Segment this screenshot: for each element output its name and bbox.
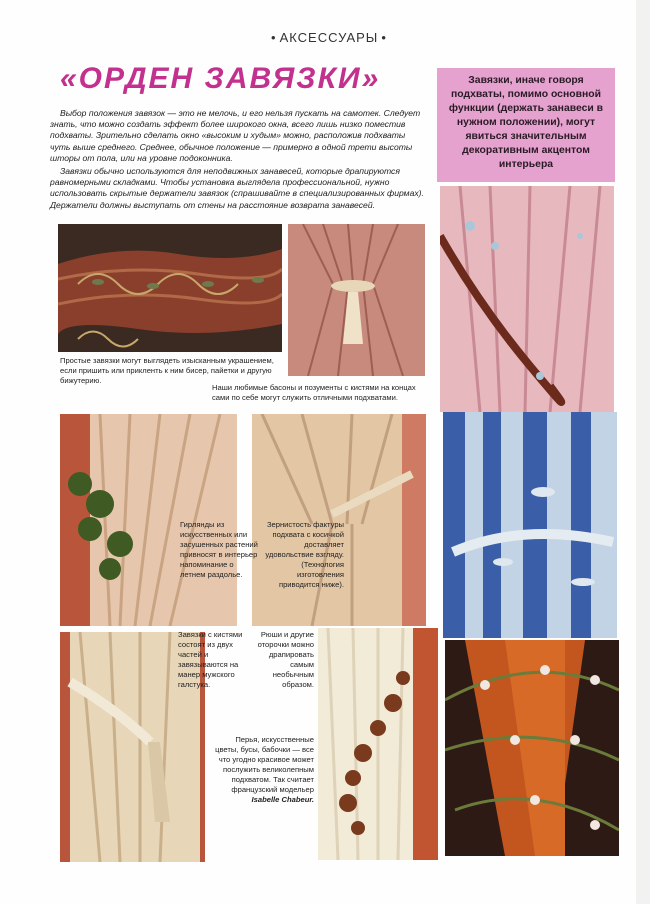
caption-feathers	[210, 735, 314, 805]
callout-box	[437, 68, 615, 182]
callout-text: Завязки, иначе говоря подхваты, помимо основной функции (держать занавеси в нужном положении), могут явиться значительным декоративным акцентом интерьера	[448, 75, 604, 170]
caption-braid: Зернистость фактуры подхвата с косичкой доставляет удовольствие взгляду. (Технология изготовления приводится ниже).	[265, 520, 344, 589]
photo-blue-feather-curtain	[443, 412, 617, 638]
caption-basons: Наши любимые басоны и позументы с кистями на концах сами по себе могут служить отличными подхватами.	[212, 383, 416, 402]
photo-flower-garland-curtain	[445, 640, 619, 856]
photo-beaded-tieback	[58, 224, 282, 352]
caption-tassel-tie: Завязки с кистями состоят из двух частей и завязываются на манер мужского галстука.	[178, 630, 243, 689]
page-edge	[636, 0, 650, 904]
caption-ruffles: Рюши и другие оторочки можно драпировать самым необычным образом.	[257, 630, 314, 689]
photo-tassel-curtain	[288, 224, 425, 376]
designer-name: Isabelle Chabeur.	[251, 795, 314, 804]
section-name: АКСЕССУАРЫ	[279, 30, 379, 45]
article-title: «ОРДЕН ЗАВЯЗКИ»	[60, 62, 381, 95]
caption-feathers-text: Перья, искусственные цветы, бусы, бабочки — все что угодно красивое может послужить великолепным подхватом. Так считает французский модельер	[215, 735, 314, 794]
intro-paragraph-2: Завязки обычно используются для неподвижных занавесей, которые драпируются равномерными складками. Чтобы установка выглядела профессиональной, нужно использовать скрытые держатели завязок (спрашивайте в специализированных фирмах). Держатели должны выступать от стены на расстояние возврата занавесей.	[50, 166, 424, 210]
intro-text	[50, 108, 425, 213]
photo-beaded-pink-curtain	[440, 186, 614, 412]
intro-paragraph-1: Выбор положения завязок — это не мелочь, и его нельзя пускать на самотек. Следует знать, что можно создать эффект более широкого окна, всего лишь низко поместив подхваты. Зрительно сделать окно «высоким и худым» можно, расположив подхваты чуть выше среднего. Среднее, обычное положение — примерно в одной трети высоты шторы от пола, или на уровне подоконника.	[50, 108, 421, 163]
caption-beaded: Простые завязки могут выглядеть изысканным украшением, если пришить или прикленть к ним бисер, пайетки и другую бижутерию.	[60, 356, 274, 385]
caption-garland: Гирлянды из искусственных или засушенных растений привносят в интерьер напоминание о летнем раздолье.	[180, 520, 258, 579]
section-label: • АКСЕССУАРЫ •	[271, 30, 387, 45]
photo-dried-flowers-curtain	[318, 628, 438, 860]
